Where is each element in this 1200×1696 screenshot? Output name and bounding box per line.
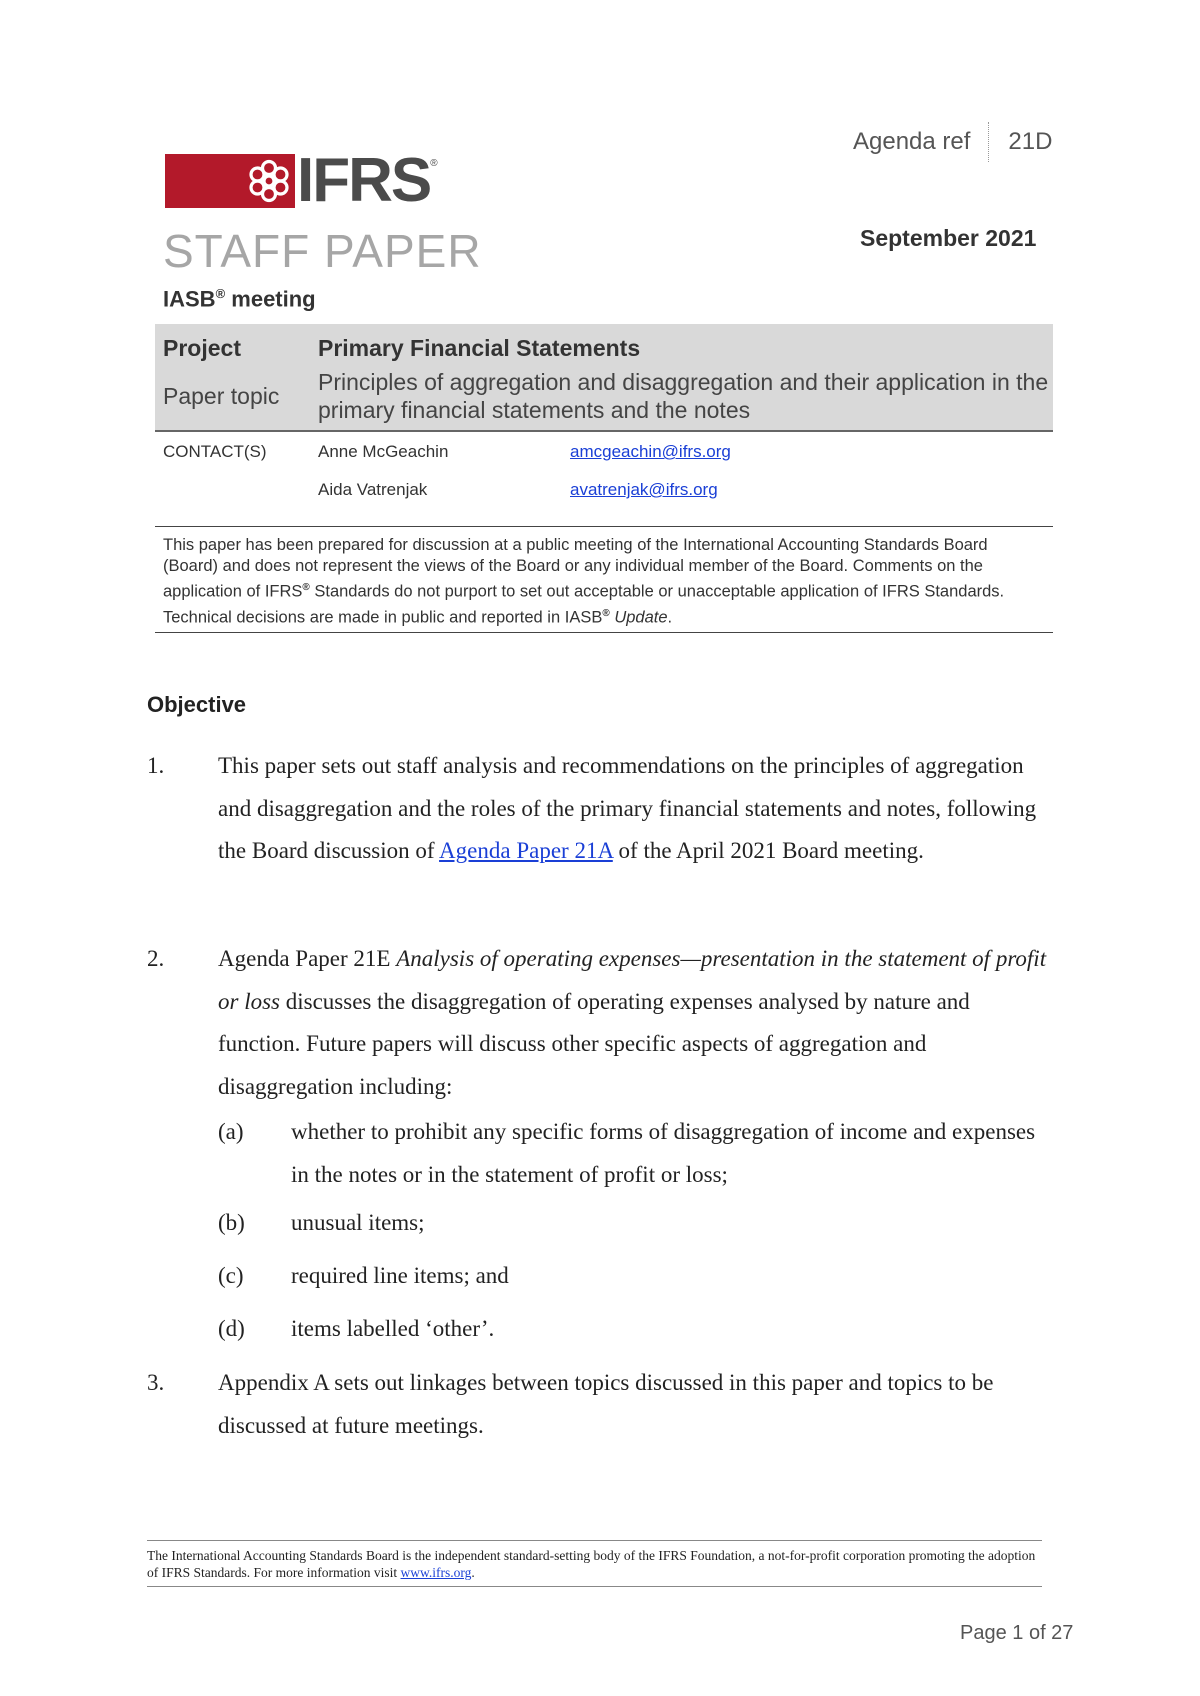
agenda-ref-value: 21D bbox=[1008, 128, 1053, 155]
topic-value: Principles of aggregation and disaggregation and their application in the primary financial statements and the notes bbox=[318, 369, 1049, 423]
list-item bbox=[218, 1255, 1048, 1298]
logo-wordmark: IFRS bbox=[297, 146, 431, 215]
list-item bbox=[218, 1202, 1048, 1245]
footer-rule-bottom bbox=[147, 1586, 1042, 1587]
contact-email-link[interactable]: avatrenjak@ifrs.org bbox=[570, 480, 718, 499]
meeting-prefix: IASB bbox=[163, 286, 216, 312]
paragraph-1 bbox=[147, 745, 1047, 873]
disclaimer-reg-2: ® bbox=[602, 607, 610, 619]
agenda-paper-21a-link[interactable]: Agenda Paper 21A bbox=[439, 838, 613, 863]
paragraph-text: Agenda Paper 21E Analysis of operating expenses—presentation in the statement of profit or loss discusses the disaggregation of operating expenses analysed by nature and function. Future papers will discuss other specific aspects of aggregation and disaggregation including: bbox=[218, 946, 1047, 1099]
project-header bbox=[155, 324, 1053, 432]
paragraph-2 bbox=[147, 938, 1047, 1108]
contact-name: Aida Vatrenjak bbox=[318, 480, 428, 499]
disclaimer-text-2: Standards do not purport to set out acceptable or unacceptable application of IFRS Standards. Technical decisions are made in public and reported in IASB bbox=[163, 582, 1005, 626]
contact-row bbox=[155, 442, 1053, 480]
list-item-marker: (c) bbox=[218, 1263, 244, 1288]
paper-title-italic: Analysis of operating expenses—presentation in the statement of profit or loss bbox=[218, 946, 1047, 1014]
project-value: Primary Financial Statements bbox=[318, 334, 641, 361]
section-heading: Objective bbox=[147, 692, 247, 717]
meeting-reg-mark: ® bbox=[215, 286, 226, 301]
list-item-marker: (d) bbox=[218, 1316, 245, 1341]
topic-label: Paper topic bbox=[163, 383, 280, 409]
contacts-section bbox=[155, 432, 1053, 527]
disclaimer-update: Update bbox=[614, 608, 668, 626]
contact-name: Anne McGeachin bbox=[318, 442, 449, 461]
paragraph-number: 3. bbox=[147, 1370, 165, 1395]
contact-email-link[interactable]: amcgeachin@ifrs.org bbox=[570, 442, 731, 461]
contact-row bbox=[155, 480, 1053, 518]
list-item-text: whether to prohibit any specific forms of disaggregation of income and expenses in the notes or in the statement of profit or loss; bbox=[291, 1119, 1036, 1187]
disclaimer bbox=[155, 527, 1053, 633]
paragraph-text: Appendix A sets out linkages between topics discussed in this paper and topics to be discussed at future meetings. bbox=[218, 1370, 994, 1438]
list-item-marker: (b) bbox=[218, 1210, 245, 1235]
list-item-text: required line items; and bbox=[291, 1263, 509, 1288]
ifrs-website-link[interactable]: www.ifrs.org bbox=[400, 1565, 472, 1580]
project-row bbox=[155, 330, 1053, 366]
list-item bbox=[218, 1308, 1048, 1351]
agenda-divider bbox=[988, 122, 990, 162]
paper-date: September 2021 bbox=[860, 225, 1037, 251]
paper-type: STAFF PAPER bbox=[163, 225, 482, 277]
disclaimer-reg-1: ® bbox=[302, 582, 310, 593]
footer-note: The International Accounting Standards Board is the independent standard-setting body of the IFRS Foundation, a not-for-profit corporation promoting the adoption of IFRS Standards. For more information visit www.ifrs.org. bbox=[147, 1548, 1036, 1580]
topic-row bbox=[155, 368, 1053, 424]
list-item-text: unusual items; bbox=[291, 1210, 425, 1235]
page-number: Page 1 of 27 bbox=[960, 1622, 1074, 1644]
meeting-title bbox=[163, 286, 316, 312]
logo-registered-mark: ® bbox=[430, 158, 438, 169]
paragraph-number: 1. bbox=[147, 753, 165, 778]
disclaimer-end: . bbox=[667, 608, 673, 626]
list-item bbox=[218, 1111, 1048, 1196]
list-item-text: items labelled ‘other’. bbox=[291, 1316, 495, 1341]
paragraph-3 bbox=[147, 1362, 1047, 1447]
logo-red-bar bbox=[165, 154, 295, 208]
disclaimer-text-1: This paper has been prepared for discussion at a public meeting of the International Accounting Standards Board (Board) and does not represent the views of the Board or any individual member of the Board. Comments on the application of IFRS bbox=[163, 536, 988, 601]
paragraph-number: 2. bbox=[147, 946, 165, 971]
agenda-ref-label: Agenda ref bbox=[853, 128, 971, 155]
footer-rule-top bbox=[147, 1540, 1042, 1541]
agenda-ref bbox=[853, 122, 1052, 162]
ifrs-logo bbox=[165, 146, 438, 215]
paragraph-text: This paper sets out staff analysis and recommendations on the principles of aggregation and disaggregation and the roles of the primary financial statements and notes, following the Board discussion of Agenda Paper 21A of the April 2021 Board meeting. bbox=[218, 753, 1037, 863]
contacts-label: CONTACT(S) bbox=[163, 442, 267, 461]
list-item-marker: (a) bbox=[218, 1119, 244, 1144]
project-label: Project bbox=[163, 334, 241, 361]
meeting-suffix: meeting bbox=[225, 286, 316, 312]
ifrs-flower-icon bbox=[245, 157, 293, 205]
project-table bbox=[155, 324, 1053, 633]
